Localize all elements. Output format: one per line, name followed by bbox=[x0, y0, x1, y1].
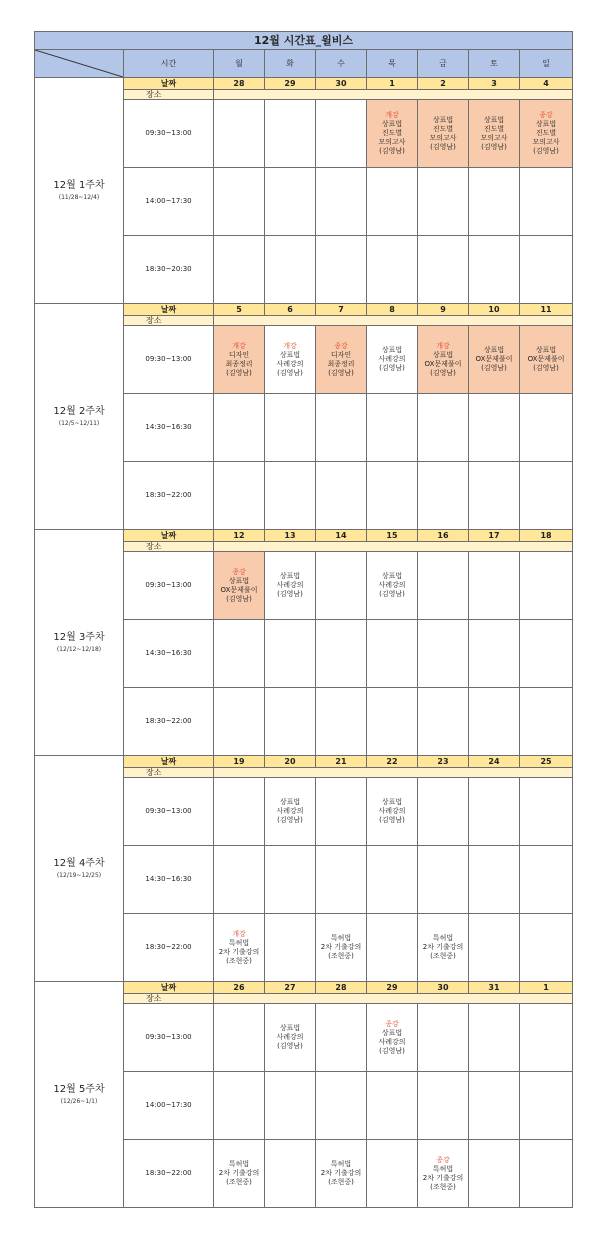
week-range: (12/19~12/25) bbox=[56, 872, 102, 879]
class-cell bbox=[418, 914, 469, 982]
class-cell bbox=[265, 1004, 316, 1072]
date-cell: 30 bbox=[418, 982, 469, 994]
class-info-line: 디자인 bbox=[330, 350, 352, 359]
date-cell: 27 bbox=[265, 982, 316, 994]
time-cell: 09:30~13:00 bbox=[124, 552, 214, 620]
class-info-line: (조현중) bbox=[328, 952, 354, 960]
empty-slot bbox=[265, 168, 316, 236]
class-info-line: 모의고사 bbox=[480, 133, 508, 142]
date-cell: 26 bbox=[214, 982, 265, 994]
empty-slot bbox=[469, 914, 520, 982]
class-info-line: (조현중) bbox=[226, 956, 252, 965]
class-info-line: 상표법 bbox=[381, 346, 403, 354]
week-label-cell bbox=[35, 982, 124, 1208]
class-info-line: (김영남) bbox=[277, 368, 303, 377]
date-cell: 23 bbox=[418, 756, 469, 768]
empty-slot bbox=[469, 1004, 520, 1072]
place-fill bbox=[214, 90, 573, 100]
class-cell bbox=[316, 1140, 367, 1208]
empty-slot bbox=[367, 394, 418, 462]
empty-slot bbox=[469, 778, 520, 846]
empty-slot bbox=[418, 462, 469, 530]
class-status-tag: 개강 bbox=[283, 341, 297, 350]
date-label: 날짜 bbox=[124, 530, 214, 542]
header-day: 화 bbox=[265, 50, 316, 78]
class-info-line: 특허법 bbox=[432, 1164, 454, 1173]
diagonal-header-cell bbox=[35, 50, 124, 78]
empty-slot bbox=[367, 236, 418, 304]
empty-slot bbox=[418, 552, 469, 620]
place-label: 장소 bbox=[124, 994, 214, 1004]
class-info-line: (조현중) bbox=[226, 1178, 252, 1186]
class-info-line: (조현중) bbox=[430, 952, 456, 960]
class-info-line: (김영남) bbox=[533, 364, 559, 372]
week-range: (11/28~12/4) bbox=[58, 194, 100, 201]
place-label: 장소 bbox=[124, 542, 214, 552]
empty-slot bbox=[520, 778, 573, 846]
empty-slot bbox=[214, 1072, 265, 1140]
empty-slot bbox=[316, 394, 367, 462]
empty-slot bbox=[469, 552, 520, 620]
class-status-tag: 종강 bbox=[436, 1155, 450, 1164]
empty-slot bbox=[316, 778, 367, 846]
empty-slot bbox=[469, 620, 520, 688]
empty-slot bbox=[418, 168, 469, 236]
date-cell: 1 bbox=[520, 982, 573, 994]
class-info-line: 사례강의 bbox=[276, 581, 304, 589]
empty-slot bbox=[214, 100, 265, 168]
class-info-line: (김영남) bbox=[328, 368, 354, 377]
week-range: (12/26~1/1) bbox=[60, 1098, 98, 1105]
class-info-line: 상표법 bbox=[279, 798, 301, 806]
empty-slot bbox=[367, 688, 418, 756]
empty-slot bbox=[469, 168, 520, 236]
class-info-line: 2차 기출강의 bbox=[422, 943, 464, 951]
class-info-line: (김영남) bbox=[277, 590, 303, 598]
class-cell bbox=[520, 100, 573, 168]
class-info-line: 사례강의 bbox=[276, 359, 304, 368]
empty-slot bbox=[265, 914, 316, 982]
class-status-tag: 개강 bbox=[232, 929, 246, 938]
empty-slot bbox=[367, 1140, 418, 1208]
date-cell: 14 bbox=[316, 530, 367, 542]
class-info-line: (김영남) bbox=[379, 364, 405, 372]
class-info-line: OX문제풀이 bbox=[475, 355, 513, 363]
class-cell bbox=[265, 552, 316, 620]
date-cell: 2 bbox=[418, 78, 469, 90]
date-cell: 12 bbox=[214, 530, 265, 542]
time-cell: 09:30~13:00 bbox=[124, 1004, 214, 1072]
header-day: 수 bbox=[316, 50, 367, 78]
week-title: 12월 2주차 bbox=[53, 406, 105, 417]
class-status-tag: 종강 bbox=[232, 567, 246, 576]
week-range: (12/5~12/11) bbox=[58, 420, 100, 427]
class-info-line: (김영남) bbox=[277, 816, 303, 824]
class-status-tag: 개강 bbox=[436, 341, 450, 350]
class-info-line: 상표법 bbox=[535, 346, 557, 354]
empty-slot bbox=[265, 620, 316, 688]
date-cell: 30 bbox=[316, 78, 367, 90]
date-cell: 29 bbox=[265, 78, 316, 90]
date-cell: 16 bbox=[418, 530, 469, 542]
place-label: 장소 bbox=[124, 90, 214, 100]
date-label: 날짜 bbox=[124, 304, 214, 316]
time-cell: 18:30~22:00 bbox=[124, 914, 214, 982]
date-cell: 9 bbox=[418, 304, 469, 316]
date-cell: 28 bbox=[214, 78, 265, 90]
empty-slot bbox=[316, 688, 367, 756]
empty-slot bbox=[214, 1004, 265, 1072]
empty-slot bbox=[520, 236, 573, 304]
empty-slot bbox=[367, 620, 418, 688]
date-cell: 4 bbox=[520, 78, 573, 90]
timetable bbox=[34, 31, 573, 1208]
empty-slot bbox=[265, 394, 316, 462]
header-time: 시간 bbox=[124, 50, 214, 78]
date-cell: 8 bbox=[367, 304, 418, 316]
class-info-line: 진도별 bbox=[381, 129, 403, 137]
time-cell: 14:00~17:30 bbox=[124, 168, 214, 236]
class-cell bbox=[469, 100, 520, 168]
empty-slot bbox=[316, 552, 367, 620]
time-cell: 18:30~20:30 bbox=[124, 236, 214, 304]
place-fill bbox=[214, 542, 573, 552]
class-cell bbox=[316, 914, 367, 982]
empty-slot bbox=[418, 778, 469, 846]
class-cell bbox=[214, 914, 265, 982]
empty-slot bbox=[214, 394, 265, 462]
class-cell bbox=[367, 1004, 418, 1072]
empty-slot bbox=[520, 914, 573, 982]
date-cell: 13 bbox=[265, 530, 316, 542]
place-fill bbox=[214, 768, 573, 778]
date-cell: 24 bbox=[469, 756, 520, 768]
class-info-line: 모의고사 bbox=[532, 138, 560, 146]
class-cell bbox=[367, 778, 418, 846]
empty-slot bbox=[469, 1072, 520, 1140]
class-cell bbox=[214, 326, 265, 394]
date-cell: 20 bbox=[265, 756, 316, 768]
class-info-line: OX문제풀이 bbox=[220, 585, 258, 594]
empty-slot bbox=[265, 1140, 316, 1208]
class-info-line: 진도별 bbox=[432, 124, 454, 133]
date-cell: 31 bbox=[469, 982, 520, 994]
class-info-line: (조현중) bbox=[328, 1178, 354, 1186]
empty-slot bbox=[520, 620, 573, 688]
time-cell: 18:30~22:00 bbox=[124, 1140, 214, 1208]
empty-slot bbox=[469, 462, 520, 530]
class-status-tag: 종강 bbox=[539, 111, 553, 119]
week-title: 12월 5주차 bbox=[53, 1084, 105, 1095]
class-info-line: (조현중) bbox=[430, 1182, 456, 1191]
empty-slot bbox=[367, 168, 418, 236]
header-day: 금 bbox=[418, 50, 469, 78]
class-info-line: 상표법 bbox=[279, 572, 301, 580]
empty-slot bbox=[469, 846, 520, 914]
class-info-line: 사례강의 bbox=[378, 807, 406, 815]
week-label-cell bbox=[35, 756, 124, 982]
week-title: 12월 3주차 bbox=[53, 632, 105, 643]
week-range: (12/12~12/18) bbox=[56, 646, 102, 653]
empty-slot bbox=[469, 1140, 520, 1208]
empty-slot bbox=[418, 236, 469, 304]
class-info-line: (김영남) bbox=[379, 1046, 405, 1055]
empty-slot bbox=[520, 1004, 573, 1072]
class-info-line: 2차 기출강의 bbox=[218, 1169, 260, 1177]
empty-slot bbox=[418, 620, 469, 688]
empty-slot bbox=[214, 462, 265, 530]
empty-slot bbox=[214, 620, 265, 688]
class-info-line: 2차 기출강의 bbox=[218, 947, 260, 956]
class-cell bbox=[418, 326, 469, 394]
date-cell: 17 bbox=[469, 530, 520, 542]
class-info-line: (김영남) bbox=[481, 142, 507, 151]
date-cell: 22 bbox=[367, 756, 418, 768]
class-info-line: 상표법 bbox=[228, 576, 250, 585]
date-cell: 25 bbox=[520, 756, 573, 768]
class-cell bbox=[469, 326, 520, 394]
week-label-cell bbox=[35, 530, 124, 756]
class-info-line: 상표법 bbox=[432, 115, 454, 124]
date-cell: 21 bbox=[316, 756, 367, 768]
class-info-line: (김영남) bbox=[226, 594, 252, 603]
date-cell: 18 bbox=[520, 530, 573, 542]
class-info-line: 디자인 bbox=[228, 350, 250, 359]
empty-slot bbox=[469, 688, 520, 756]
class-cell bbox=[214, 1140, 265, 1208]
time-cell: 09:30~13:00 bbox=[124, 778, 214, 846]
class-info-line: 특허법 bbox=[228, 938, 250, 947]
empty-slot bbox=[520, 688, 573, 756]
class-cell bbox=[367, 326, 418, 394]
time-cell: 09:30~13:00 bbox=[124, 326, 214, 394]
class-status-tag: 개강 bbox=[232, 341, 246, 350]
header-day: 토 bbox=[469, 50, 520, 78]
place-fill bbox=[214, 316, 573, 326]
empty-slot bbox=[520, 1140, 573, 1208]
class-info-line: 사례강의 bbox=[378, 1037, 406, 1046]
date-cell: 10 bbox=[469, 304, 520, 316]
class-info-line: 최종정리 bbox=[327, 359, 355, 368]
class-info-line: (김영남) bbox=[430, 368, 456, 377]
header-day: 목 bbox=[367, 50, 418, 78]
empty-slot bbox=[367, 462, 418, 530]
date-cell: 6 bbox=[265, 304, 316, 316]
empty-slot bbox=[316, 100, 367, 168]
class-info-line: 2차 기출강의 bbox=[320, 943, 362, 951]
empty-slot bbox=[367, 914, 418, 982]
class-info-line: 특허법 bbox=[432, 934, 454, 942]
class-info-line: (김영남) bbox=[379, 590, 405, 598]
empty-slot bbox=[520, 168, 573, 236]
empty-slot bbox=[265, 1072, 316, 1140]
class-cell bbox=[418, 100, 469, 168]
empty-slot bbox=[520, 462, 573, 530]
class-info-line: (김영남) bbox=[533, 147, 559, 155]
empty-slot bbox=[418, 1072, 469, 1140]
class-info-line: 최종정리 bbox=[225, 359, 253, 368]
empty-slot bbox=[265, 688, 316, 756]
class-info-line: 상표법 bbox=[381, 120, 403, 128]
empty-slot bbox=[214, 846, 265, 914]
week-title: 12월 4주차 bbox=[53, 858, 105, 869]
date-label: 날짜 bbox=[124, 78, 214, 90]
date-row bbox=[35, 982, 573, 994]
class-status-tag: 종강 bbox=[334, 341, 348, 350]
timetable-sheet bbox=[34, 31, 572, 1208]
date-row bbox=[35, 756, 573, 768]
date-cell: 28 bbox=[316, 982, 367, 994]
class-info-line: (김영남) bbox=[379, 816, 405, 824]
class-info-line: 사례강의 bbox=[276, 1033, 304, 1041]
time-cell: 09:30~13:00 bbox=[124, 100, 214, 168]
class-info-line: 사례강의 bbox=[378, 355, 406, 363]
empty-slot bbox=[316, 846, 367, 914]
place-label: 장소 bbox=[124, 768, 214, 778]
time-cell: 18:30~22:00 bbox=[124, 688, 214, 756]
time-cell: 14:00~17:30 bbox=[124, 1072, 214, 1140]
empty-slot bbox=[367, 1072, 418, 1140]
week-title: 12월 1주차 bbox=[53, 180, 105, 191]
empty-slot bbox=[469, 394, 520, 462]
empty-slot bbox=[418, 1004, 469, 1072]
class-info-line: 2차 기출강의 bbox=[422, 1173, 464, 1182]
date-cell: 1 bbox=[367, 78, 418, 90]
empty-slot bbox=[316, 1004, 367, 1072]
class-cell bbox=[265, 778, 316, 846]
time-cell: 14:30~16:30 bbox=[124, 620, 214, 688]
class-info-line: 특허법 bbox=[330, 934, 352, 942]
empty-slot bbox=[316, 462, 367, 530]
date-row bbox=[35, 78, 573, 90]
class-info-line: 상표법 bbox=[381, 798, 403, 806]
time-cell: 14:30~16:30 bbox=[124, 394, 214, 462]
empty-slot bbox=[214, 778, 265, 846]
empty-slot bbox=[265, 846, 316, 914]
date-cell: 29 bbox=[367, 982, 418, 994]
empty-slot bbox=[316, 1072, 367, 1140]
class-info-line: 특허법 bbox=[330, 1160, 352, 1168]
time-cell: 14:30~16:30 bbox=[124, 846, 214, 914]
date-row bbox=[35, 304, 573, 316]
empty-slot bbox=[520, 1072, 573, 1140]
class-info-line: 상표법 bbox=[279, 350, 301, 359]
date-cell: 11 bbox=[520, 304, 573, 316]
class-status-tag: 개강 bbox=[385, 111, 399, 119]
class-info-line: (김영남) bbox=[481, 364, 507, 372]
empty-slot bbox=[214, 688, 265, 756]
empty-slot bbox=[214, 236, 265, 304]
diagonal-line bbox=[35, 50, 123, 77]
empty-slot bbox=[418, 394, 469, 462]
empty-slot bbox=[265, 236, 316, 304]
class-info-line: OX문제풀이 bbox=[527, 355, 565, 363]
week-label-cell bbox=[35, 304, 124, 530]
header-day: 일 bbox=[520, 50, 573, 78]
date-label: 날짜 bbox=[124, 982, 214, 994]
page-title: 12월 시간표_윌비스 bbox=[35, 32, 573, 50]
class-info-line: 상표법 bbox=[483, 115, 505, 124]
class-cell bbox=[265, 326, 316, 394]
empty-slot bbox=[520, 846, 573, 914]
empty-slot bbox=[265, 462, 316, 530]
class-cell bbox=[418, 1140, 469, 1208]
class-info-line: (김영남) bbox=[226, 368, 252, 377]
class-info-line: 상표법 bbox=[279, 1024, 301, 1032]
class-info-line: 모의고사 bbox=[429, 133, 457, 142]
date-row bbox=[35, 530, 573, 542]
class-info-line: 모의고사 bbox=[378, 138, 406, 146]
class-info-line: 진도별 bbox=[483, 124, 505, 133]
date-cell: 19 bbox=[214, 756, 265, 768]
class-info-line: 사례강의 bbox=[276, 807, 304, 815]
date-cell: 5 bbox=[214, 304, 265, 316]
empty-slot bbox=[520, 394, 573, 462]
class-cell bbox=[520, 326, 573, 394]
class-info-line: 상표법 bbox=[432, 350, 454, 359]
class-cell bbox=[316, 326, 367, 394]
date-cell: 3 bbox=[469, 78, 520, 90]
place-label: 장소 bbox=[124, 316, 214, 326]
date-cell: 15 bbox=[367, 530, 418, 542]
class-info-line: 특허법 bbox=[228, 1160, 250, 1168]
empty-slot bbox=[418, 688, 469, 756]
date-label: 날짜 bbox=[124, 756, 214, 768]
class-info-line: (김영남) bbox=[379, 147, 405, 155]
header-day: 월 bbox=[214, 50, 265, 78]
empty-slot bbox=[214, 168, 265, 236]
empty-slot bbox=[418, 846, 469, 914]
empty-slot bbox=[469, 236, 520, 304]
empty-slot bbox=[316, 236, 367, 304]
date-cell: 7 bbox=[316, 304, 367, 316]
class-status-tag: 종강 bbox=[385, 1019, 399, 1028]
week-label-cell bbox=[35, 78, 124, 304]
class-info-line: 2차 기출강의 bbox=[320, 1169, 362, 1177]
time-cell: 18:30~22:00 bbox=[124, 462, 214, 530]
class-info-line: 상표법 bbox=[483, 346, 505, 354]
class-info-line: OX문제풀이 bbox=[424, 359, 462, 368]
class-cell bbox=[367, 100, 418, 168]
class-info-line: (김영남) bbox=[430, 142, 456, 151]
class-cell bbox=[367, 552, 418, 620]
empty-slot bbox=[265, 100, 316, 168]
empty-slot bbox=[316, 168, 367, 236]
class-info-line: 상표법 bbox=[381, 1028, 403, 1037]
class-info-line: 진도별 bbox=[535, 129, 557, 137]
class-info-line: 사례강의 bbox=[378, 581, 406, 589]
class-info-line: 상표법 bbox=[535, 120, 557, 128]
class-info-line: (김영남) bbox=[277, 1042, 303, 1050]
class-cell bbox=[214, 552, 265, 620]
empty-slot bbox=[316, 620, 367, 688]
class-info-line: 상표법 bbox=[381, 572, 403, 580]
empty-slot bbox=[367, 846, 418, 914]
empty-slot bbox=[520, 552, 573, 620]
place-fill bbox=[214, 994, 573, 1004]
